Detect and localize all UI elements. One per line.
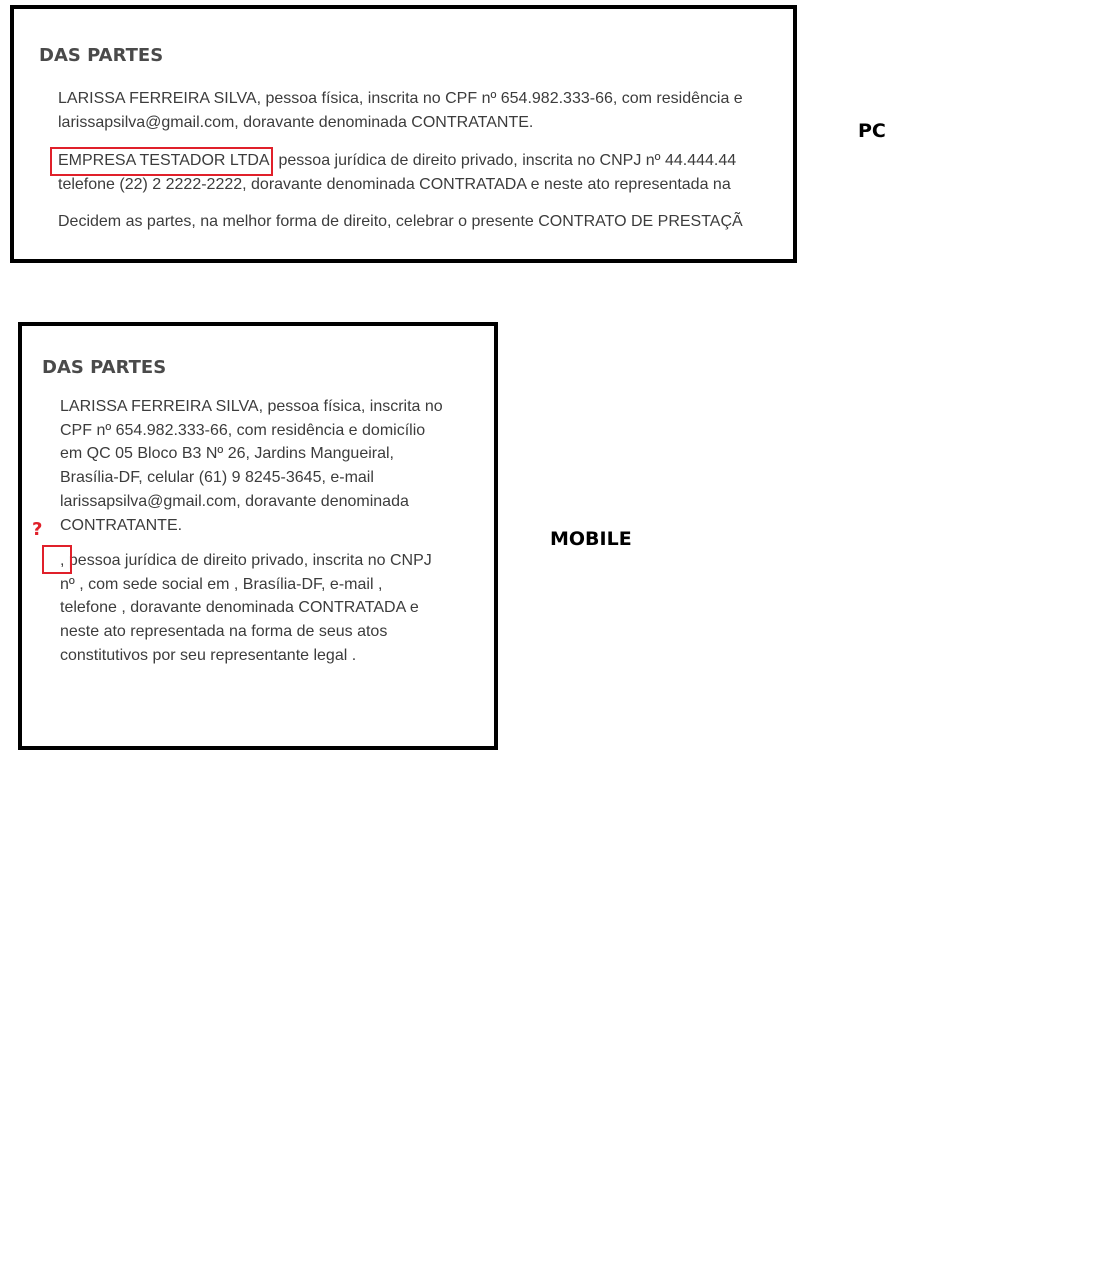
mobile-screenshot-frame — [18, 322, 498, 750]
pc-section-heading: DAS PARTES — [39, 45, 164, 66]
mobile-empty-company-highlight-box — [42, 545, 72, 574]
mobile-para1-line3: em QC 05 Bloco B3 Nº 26, Jardins Mangueiral, — [60, 445, 394, 463]
pc-contratante-paragraph — [58, 87, 743, 135]
mobile-para2-line1: , pessoa jurídica de direito privado, inscrita no CNPJ — [60, 552, 432, 569]
mobile-para1-line4: Brasília-DF, celular (61) 9 8245-3645, e-mail — [60, 469, 374, 487]
pc-para1-line1: LARISSA FERREIRA SILVA, pessoa física, inscrita no CPF nº 654.982.333-66, com residência e — [58, 90, 743, 107]
pc-label: PC — [858, 120, 886, 142]
pc-screenshot-frame — [10, 5, 797, 263]
mobile-para2-line5: constitutivos por seu representante legal . — [60, 646, 357, 664]
pc-para1-line2: larissapsilva@gmail.com, doravante denominada CONTRATANTE. — [58, 114, 534, 131]
pc-para2-line1-rest: pessoa jurídica de direito privado, inscrita no CNPJ nº 44.444.44 — [274, 152, 737, 169]
mobile-contratante-paragraph — [60, 395, 443, 537]
pc-company-name: EMPRESA TESTADOR LTDA, — [58, 152, 275, 169]
mobile-para2-line4: neste ato representada na forma de seus atos — [60, 623, 388, 641]
mobile-section-heading: DAS PARTES — [42, 357, 167, 378]
mobile-label: MOBILE — [550, 528, 632, 550]
mobile-para1-line6: CONTRATANTE. — [60, 516, 183, 534]
mobile-para1-line5: larissapsilva@gmail.com, doravante denominada — [60, 492, 409, 510]
mobile-contratada-paragraph — [60, 549, 432, 668]
pc-decidem-paragraph: Decidem as partes, na melhor forma de direito, celebrar o presente CONTRATO DE PRESTAÇÃ — [58, 213, 743, 230]
pc-para2-line2: telefone (22) 2 2222-2222, doravante denominada CONTRATADA e neste ato representada na — [58, 176, 731, 193]
mobile-para1-line2: CPF nº 654.982.333-66, com residência e domicílio — [60, 421, 426, 439]
pc-company-highlight-box — [50, 147, 273, 176]
mobile-para2-line3: telefone , doravante denominada CONTRATADA e — [60, 599, 419, 617]
mobile-para1-line1: LARISSA FERREIRA SILVA, pessoa física, inscrita no — [60, 398, 443, 415]
mobile-para2-line2: nº , com sede social em , Brasília-DF, e-mail , — [60, 575, 383, 593]
missing-value-question-mark: ? — [32, 519, 43, 540]
